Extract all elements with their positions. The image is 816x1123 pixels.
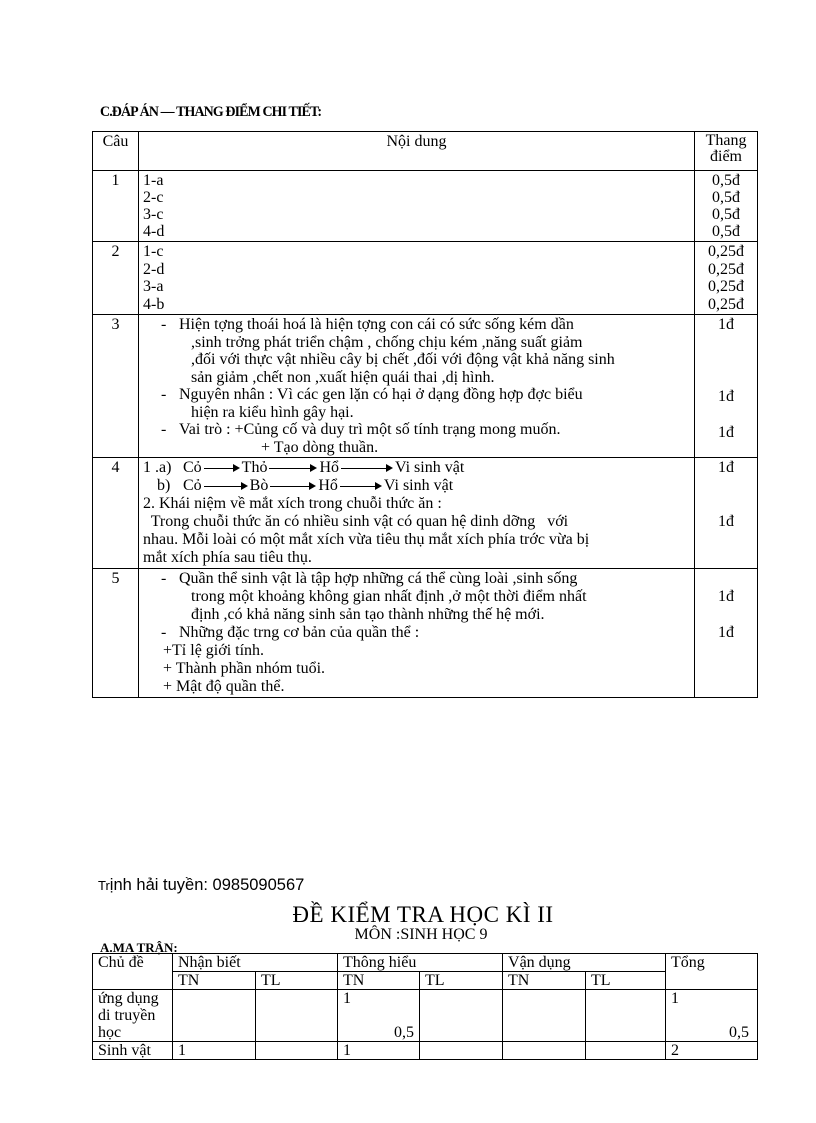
- answer-line: + Tạo dòng thuần.: [261, 438, 379, 456]
- matrix-title: A.MA TRẬN:: [100, 940, 178, 955]
- matrix-cell: [256, 1042, 338, 1060]
- arrow-right-icon: [341, 463, 393, 473]
- matrix-header-van-dung: Vận dụng: [503, 954, 666, 972]
- arrow-right-icon: [269, 463, 317, 473]
- bullet-dash: -: [161, 316, 167, 333]
- matrix-cell: 1: [338, 1042, 420, 1060]
- point-value: 1đ: [718, 316, 734, 333]
- exam-title: ĐỀ KIỂM TRA HỌC KÌ II: [292, 902, 554, 927]
- answer-line: Trong chuỗi thức ăn có nhiều sinh vật có quan hệ dinh dỡng với: [143, 513, 569, 530]
- header-thang-diem: [695, 132, 758, 171]
- arrow-right-icon: [340, 481, 382, 491]
- matrix-cell: [586, 990, 666, 1042]
- chain-node: Hổ: [318, 477, 338, 494]
- answer-line: trong một khoảng không gian nhất định ,ở một thời điểm nhất: [191, 588, 587, 605]
- matrix-header-thong-hieu: Thông hiểu: [338, 954, 503, 972]
- food-chain-a: [143, 459, 690, 477]
- answer-line: nhau. Mỗi loài có một mắt xích vừa tiêu thụ mắt xích phía trớc vừa bị: [143, 531, 590, 548]
- answer-line: Những đặc trng cơ bản của quần thể :: [179, 624, 420, 641]
- matrix-row: [93, 1042, 758, 1060]
- point-value: 0,5đ: [712, 189, 740, 206]
- cell-count: 1: [343, 990, 351, 1007]
- point-value: 0,5đ: [712, 172, 740, 189]
- matrix-subheader-row: [93, 972, 758, 990]
- matrix-topic: [93, 990, 173, 1042]
- section-c-title: C.ĐÁP ÁN — THANG ĐIỂM CHI TIẾT:: [100, 104, 322, 120]
- answer-points: [695, 242, 758, 315]
- bullet-dash: -: [161, 570, 167, 587]
- cell-score: 0,5: [394, 1024, 414, 1041]
- answer-points: [695, 315, 758, 458]
- answer-line: 2. Khái niệm về mắt xích trong chuỗi thức ăn :: [143, 495, 442, 512]
- chain-prefix: 1 .a): [143, 459, 172, 476]
- answer-points: [695, 458, 758, 569]
- topic-line: học: [98, 1024, 122, 1041]
- answer-row-2: [93, 242, 758, 315]
- header-cau: Câu: [93, 132, 139, 171]
- topic-line: di truyền: [98, 1007, 156, 1024]
- point-value: 0,5đ: [712, 206, 740, 223]
- answer-content: [139, 242, 695, 315]
- answer-line: 1-a: [143, 172, 164, 189]
- bullet-dash: -: [161, 421, 167, 438]
- matrix-sub-tl: TL: [256, 972, 338, 990]
- matrix-cell: [420, 1042, 503, 1060]
- point-value: 1đ: [718, 588, 734, 605]
- matrix-sub-tl: TL: [420, 972, 503, 990]
- answer-line: 3-c: [143, 206, 164, 223]
- point-value: 1đ: [718, 459, 734, 476]
- point-value: 0,25đ: [708, 295, 744, 313]
- author-line: [98, 876, 304, 895]
- cau-number: 1: [93, 171, 139, 242]
- arrow-right-icon: [270, 481, 316, 491]
- author-text: ịnh hải tuyền: 0985090567: [109, 876, 305, 894]
- answer-points: [695, 171, 758, 242]
- answer-content: [139, 315, 695, 458]
- matrix-row: [93, 990, 758, 1042]
- answer-line: Quần thể sinh vật là tập hợp những cá thể cùng loài ,sinh sống: [179, 570, 578, 587]
- answer-line: 2-c: [143, 189, 164, 206]
- answer-row-3: [93, 315, 758, 458]
- answer-key-table: [92, 131, 758, 698]
- chain-node: Cỏ: [183, 477, 202, 494]
- matrix-header-row: [93, 954, 758, 972]
- answer-content: [139, 458, 695, 569]
- matrix-sub-tn: TN: [338, 972, 420, 990]
- exam-subject: MÔN :SINH HỌC 9: [354, 926, 488, 943]
- point-value: 0,25đ: [708, 243, 744, 260]
- answer-line: ,đối với thực vật nhiều cây bị chết ,đối với động vật khả năng sinh: [191, 351, 615, 368]
- point-value: 1đ: [718, 424, 734, 441]
- matrix-table: [92, 953, 758, 1060]
- answer-line: ,sinh trởng phát triển chậm , chống chịu kém ,năng suất giảm: [191, 333, 583, 351]
- matrix-sub-tl: TL: [586, 972, 666, 990]
- cell-score: 0,5: [729, 1024, 750, 1041]
- chain-node: Vi sinh vật: [395, 459, 465, 476]
- answer-line: định ,có khả năng sinh sản tạo thành những thế hệ mới.: [191, 606, 545, 623]
- arrow-right-icon: [204, 463, 240, 473]
- answer-line: Vai trò : +Củng cố và duy trì một số tính trạng mong muốn.: [179, 421, 561, 438]
- header-noi-dung: Nội dung: [139, 132, 695, 171]
- answer-line: +Tỉ lệ giới tính.: [163, 642, 265, 659]
- header-thang: Thang: [705, 132, 747, 149]
- chain-node: Vi sinh vật: [383, 477, 454, 494]
- matrix-header-nhan-biet: Nhận biết: [173, 954, 338, 972]
- arrow-right-icon: [204, 481, 248, 491]
- answer-line: + Mật độ quần thể.: [163, 678, 285, 695]
- header-diem: điểm: [710, 148, 742, 165]
- answer-line: 3-a: [143, 278, 164, 295]
- point-value: 0,5đ: [712, 223, 740, 240]
- matrix-header-tong: Tổng: [666, 954, 758, 990]
- answer-line: Nguyên nhân : Vì các gen lặn có hại ở dạng đồng hợp đợc biểu: [179, 386, 583, 403]
- bullet-dash: -: [161, 624, 167, 641]
- answer-row-5: [93, 569, 758, 698]
- matrix-header-chu-de: Chủ đề: [93, 954, 173, 990]
- answer-line: hiện ra kiểu hình gây hại.: [191, 403, 354, 421]
- chain-node: Thỏ: [241, 459, 268, 476]
- answer-content: [139, 569, 695, 698]
- answer-row-4: [93, 458, 758, 569]
- matrix-cell: 2: [666, 1042, 758, 1060]
- point-value: 0,25đ: [708, 278, 744, 295]
- point-value: 1đ: [718, 388, 734, 405]
- answer-line: Hiện tợng thoái hoá là hiện tợng con cái có sức sống kém dần: [179, 316, 574, 333]
- answer-line: 4-b: [143, 295, 165, 313]
- matrix-cell: [338, 990, 420, 1042]
- matrix-cell: [586, 1042, 666, 1060]
- food-chain-b: [143, 477, 690, 495]
- point-value: 1đ: [718, 513, 734, 530]
- answer-line: + Thành phần nhóm tuổi.: [163, 660, 326, 677]
- answer-points: [695, 569, 758, 698]
- answer-line: 4-d: [143, 223, 165, 240]
- matrix-sub-tn: TN: [173, 972, 256, 990]
- author-prefix: Tr: [98, 878, 110, 893]
- cau-number: 2: [93, 242, 139, 315]
- answer-table-header: [93, 132, 758, 171]
- matrix-sub-tn: TN: [503, 972, 586, 990]
- cau-number: 4: [93, 458, 139, 569]
- cell-count: 1: [671, 990, 680, 1007]
- chain-node: Bò: [249, 477, 269, 494]
- answer-line: 1-c: [143, 243, 164, 260]
- answer-line: 2-d: [143, 260, 165, 278]
- topic-line: ứng dụng: [98, 990, 159, 1007]
- matrix-cell: [503, 990, 586, 1042]
- matrix-topic: Sinh vật: [93, 1042, 173, 1060]
- answer-row-1: [93, 171, 758, 242]
- chain-node: Hổ: [319, 459, 340, 476]
- answer-content: [139, 171, 695, 242]
- matrix-cell: [173, 990, 256, 1042]
- matrix-cell: 1: [173, 1042, 256, 1060]
- bullet-dash: -: [161, 386, 167, 403]
- matrix-cell: [666, 990, 758, 1042]
- chain-prefix: b): [157, 477, 171, 494]
- answer-line: mắt xích phía sau tiêu thụ.: [143, 549, 312, 566]
- chain-node: Cỏ: [183, 459, 202, 476]
- point-value: 0,25đ: [708, 260, 744, 278]
- cau-number: 5: [93, 569, 139, 698]
- cau-number: 3: [93, 315, 139, 458]
- point-value: 1đ: [718, 624, 734, 641]
- answer-line: sản giảm ,chết non ,xuất hiện quái thai ,dị hình.: [191, 368, 495, 386]
- matrix-cell: [420, 990, 503, 1042]
- matrix-cell: [256, 990, 338, 1042]
- matrix-cell: [503, 1042, 586, 1060]
